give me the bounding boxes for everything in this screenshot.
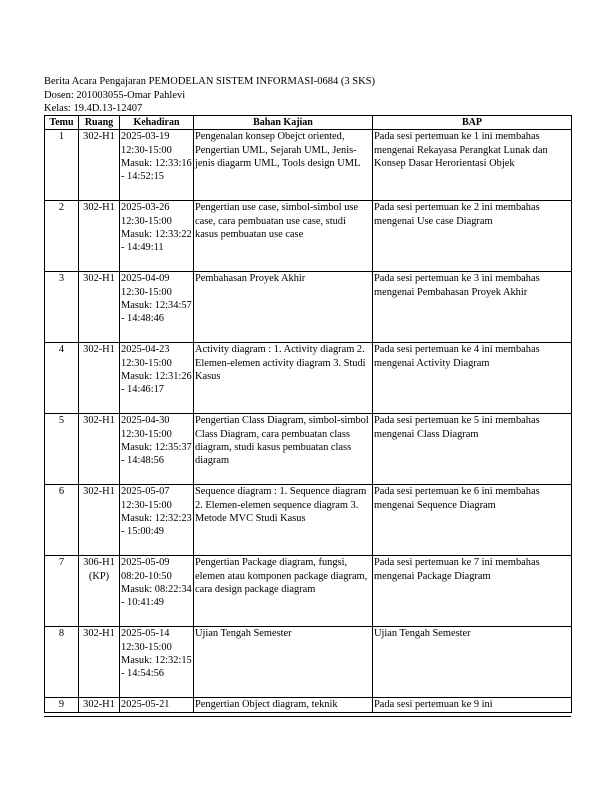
cell-ruang: 302-H1 <box>79 414 120 485</box>
cell-bahan-kajian: Pengertian use case, simbol-simbol use case, cara pembuatan use case, studi kasus pembuatan use case <box>194 201 373 272</box>
table-row <box>45 414 572 485</box>
col-header-bahan-kajian: Bahan Kajian <box>194 116 373 130</box>
cell-bahan-kajian: Ujian Tengah Semester <box>194 627 373 698</box>
cell-temu: 8 <box>45 627 79 698</box>
teaching-log-table <box>44 115 572 713</box>
table-row <box>45 130 572 201</box>
col-header-kehadiran: Kehadiran <box>120 116 194 130</box>
table-row <box>45 272 572 343</box>
cell-bahan-kajian: Pengertian Class Diagram, simbol-simbol Class Diagram, cara pembuatan class diagram, studi kasus pembuatan class diagram <box>194 414 373 485</box>
cell-bap: Pada sesi pertemuan ke 3 ini membahas mengenai Pembahasan Proyek Akhir <box>373 272 572 343</box>
cell-kehadiran: 2025-05-14 12:30-15:00 Masuk: 12:32:15 - 14:54:56 <box>120 627 194 698</box>
cell-kehadiran: 2025-03-19 12:30-15:00 Masuk: 12:33:16 - 14:52:15 <box>120 130 194 201</box>
table-row <box>45 485 572 556</box>
cell-kehadiran: 2025-04-23 12:30-15:00 Masuk: 12:31:26 - 14:46:17 <box>120 343 194 414</box>
cell-temu: 1 <box>45 130 79 201</box>
table-row <box>45 343 572 414</box>
table-row <box>45 201 572 272</box>
cell-ruang: 302-H1 <box>79 343 120 414</box>
cell-temu: 9 <box>45 698 79 712</box>
cell-ruang: 302-H1 <box>79 130 120 201</box>
cell-kehadiran: 2025-05-21 <box>120 698 194 712</box>
cell-ruang: 302-H1 <box>79 627 120 698</box>
cell-bap: Ujian Tengah Semester <box>373 627 572 698</box>
document-title: Berita Acara Pengajaran PEMODELAN SISTEM INFORMASI-0684 (3 SKS) <box>44 76 376 87</box>
cell-bap: Pada sesi pertemuan ke 1 ini membahas mengenai Rekayasa Perangkat Lunak dan Konsep Dasar Herorientasi Objek <box>373 130 572 201</box>
col-header-bap: BAP <box>373 116 572 130</box>
cell-temu: 3 <box>45 272 79 343</box>
table-row <box>45 556 572 627</box>
cell-ruang: 302-H1 <box>79 272 120 343</box>
col-header-ruang: Ruang <box>79 116 120 130</box>
table-header-row <box>45 116 572 130</box>
cell-ruang: 306-H1 (KP) <box>79 556 120 627</box>
cell-ruang: 302-H1 <box>79 698 120 712</box>
cell-bap: Pada sesi pertemuan ke 9 ini <box>373 698 572 712</box>
cell-temu: 2 <box>45 201 79 272</box>
table-row <box>45 698 572 712</box>
cell-kehadiran: 2025-03-26 12:30-15:00 Masuk: 12:33:22 - 14:49:11 <box>120 201 194 272</box>
cell-bap: Pada sesi pertemuan ke 6 ini membahas mengenai Sequence Diagram <box>373 485 572 556</box>
cell-bap: Pada sesi pertemuan ke 4 ini membahas mengenai Activity Diagram <box>373 343 572 414</box>
cell-bahan-kajian: Pengenalan konsep Obejct oriented, Pengertian UML, Sejarah UML, Jenis-jenis diagarm UML, Tools design UML <box>194 130 373 201</box>
cell-kehadiran: 2025-05-07 12:30-15:00 Masuk: 12:32:23 - 15:00:49 <box>120 485 194 556</box>
lecturer-line: Dosen: 201003055-Omar Pahlevi <box>44 89 186 101</box>
cell-temu: 7 <box>45 556 79 627</box>
document-header <box>44 75 375 116</box>
cell-ruang: 302-H1 <box>79 201 120 272</box>
col-header-temu: Temu <box>45 116 79 130</box>
cell-ruang: 302-H1 <box>79 485 120 556</box>
cell-kehadiran: 2025-04-30 12:30-15:00 Masuk: 12:35:37 - 14:48:56 <box>120 414 194 485</box>
cell-bahan-kajian: Pengertian Object diagram, teknik <box>194 698 373 712</box>
cell-bahan-kajian: Activity diagram : 1. Activity diagram 2. Elemen-elemen activity diagram 3. Studi Kasus <box>194 343 373 414</box>
cell-bap: Pada sesi pertemuan ke 2 ini membahas mengenai Use case Diagram <box>373 201 572 272</box>
cell-temu: 4 <box>45 343 79 414</box>
cell-temu: 5 <box>45 414 79 485</box>
table-row <box>45 627 572 698</box>
cell-bap: Pada sesi pertemuan ke 5 ini membahas mengenai Class Diagram <box>373 414 572 485</box>
cell-bap: Pada sesi pertemuan ke 7 ini membahas mengenai Package Diagram <box>373 556 572 627</box>
class-line: Kelas: 19.4D.13-12407 <box>44 103 143 114</box>
page-bottom-rule <box>44 716 571 717</box>
cell-bahan-kajian: Sequence diagram : 1. Sequence diagram 2. Elemen-elemen sequence diagram 3. Metode MVC Studi Kasus <box>194 485 373 556</box>
cell-bahan-kajian: Pengertian Package diagram, fungsi, elemen atau komponen package diagram, cara design package diagram <box>194 556 373 627</box>
cell-bahan-kajian: Pembahasan Proyek Akhir <box>194 272 373 343</box>
cell-kehadiran: 2025-05-09 08:20-10:50 Masuk: 08:22:34 - 10:41:49 <box>120 556 194 627</box>
cell-kehadiran: 2025-04-09 12:30-15:00 Masuk: 12:34:57 - 14:48:46 <box>120 272 194 343</box>
cell-temu: 6 <box>45 485 79 556</box>
